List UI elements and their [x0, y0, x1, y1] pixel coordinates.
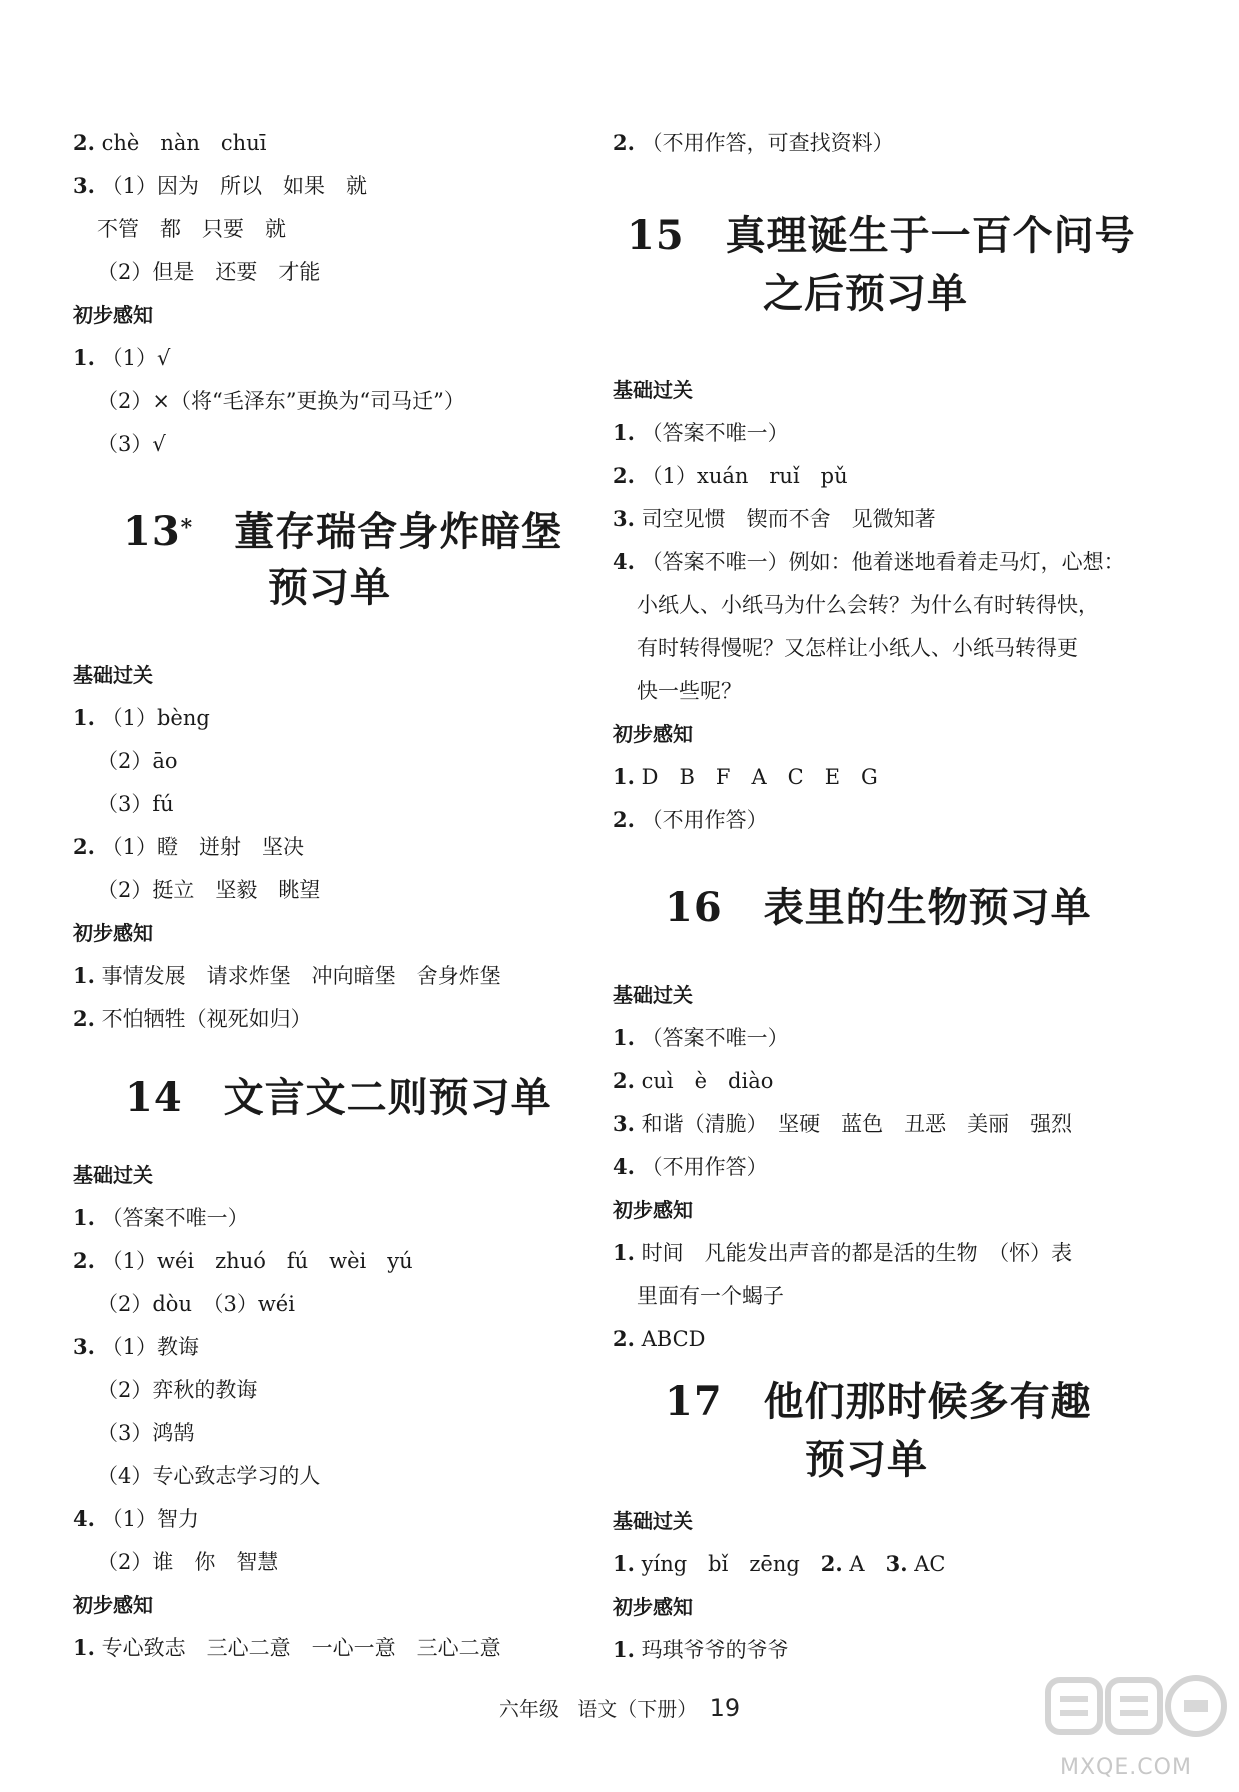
answer-line: 2. （不用作答） — [613, 807, 768, 832]
answer-line: （2）挺立 坚毅 眺望 — [97, 878, 321, 902]
subsection-heading: 初步感知 — [613, 1198, 693, 1222]
answer-line: 3. （1）教诲 — [73, 1334, 199, 1359]
section-title-17: 17 他们那时候多有趣 — [665, 1378, 1092, 1425]
answer-line: 1. 时间 凡能发出声音的都是活的生物 （怀）表 — [613, 1240, 1073, 1265]
subsection-heading: 基础过关 — [613, 378, 693, 402]
section-title-13: 13* 董存瑞舍身炸暗堡 — [123, 508, 563, 555]
subsection-heading: 基础过关 — [73, 1163, 153, 1187]
answer-line: （2）但是 还要 才能 — [97, 260, 321, 284]
answer-line: 1. （1）bèng — [73, 705, 210, 730]
answer-line: 不管 都 只要 就 — [97, 217, 286, 241]
answer-line: 1. （答案不唯一） — [613, 1025, 789, 1050]
answer-line: 2. ABCD — [613, 1326, 706, 1351]
answer-line: 2. chè nàn chuī — [73, 130, 267, 155]
answer-line: 3. （1）因为 所以 如果 就 — [73, 173, 367, 198]
answer-line: 3. 司空见惯 锲而不舍 见微知著 — [613, 506, 936, 531]
answer-line: 1. （1）√ — [73, 345, 171, 370]
answer-line: 2. （不用作答，可查找资料） — [613, 130, 894, 155]
page-number: 19 — [709, 1694, 741, 1722]
subsection-heading: 初步感知 — [613, 1595, 693, 1619]
answer-line: （3）√ — [97, 432, 166, 456]
subsection-heading: 初步感知 — [73, 921, 153, 945]
answer-line: （4）专心致志学习的人 — [97, 1464, 321, 1488]
answer-line: （2）āo — [97, 749, 178, 773]
answer-line: 2. （1）xuán ruǐ pǔ — [613, 463, 848, 488]
section-title-15: 15 真理诞生于一百个问号 — [627, 212, 1136, 259]
answer-line: 1. D B F A C E G — [613, 764, 878, 789]
answer-line: 1. 事情发展 请求炸堡 冲向暗堡 舍身炸堡 — [73, 963, 501, 988]
answer-line: 2. （1）wéi zhuó fú wèi yú — [73, 1248, 413, 1273]
answer-line: 2. 不怕牺牲（视死如归） — [73, 1006, 312, 1031]
answer-line: 1. （答案不唯一） — [613, 420, 789, 445]
subsection-heading: 初步感知 — [73, 303, 153, 327]
answer-line: 1. （答案不唯一） — [73, 1205, 249, 1230]
answer-line: （2）dòu （3）wéi — [97, 1292, 295, 1316]
section-title-17-line2: 预习单 — [805, 1436, 928, 1483]
answer-line: 1. 玛琪爷爷的爷爷 — [613, 1637, 789, 1662]
answer-line: 里面有一个蝎子 — [637, 1284, 784, 1308]
answer-line: （2）×（将“毛泽东”更换为“司马迁”） — [97, 389, 465, 413]
answer-line: 1. 专心致志 三心二意 一心一意 三心二意 — [73, 1635, 501, 1660]
footer-grade: 六年级 — [498, 1697, 559, 1721]
subsection-heading: 基础过关 — [73, 663, 153, 687]
section-title-14: 14 文言文二则预习单 — [125, 1074, 552, 1121]
section-title-13-line2: 预习单 — [268, 564, 391, 611]
subsection-heading: 初步感知 — [613, 722, 693, 746]
answer-line: 4. （1）智力 — [73, 1506, 199, 1531]
answer-line: 有时转得慢呢？又怎样让小纸人、小纸马转得更 — [637, 636, 1078, 660]
answer-line: 4. （不用作答） — [613, 1154, 768, 1179]
answer-line: 快一些呢？ — [637, 679, 742, 703]
answer-line: 4. （答案不唯一）例如：他着迷地看着走马灯，心想： — [613, 549, 1125, 574]
answer-line: （3）鸿鹄 — [97, 1421, 195, 1445]
answer-line: 2. cuì è diào — [613, 1068, 774, 1093]
answer-line: （2）弈秋的教诲 — [97, 1378, 258, 1402]
watermark-site: MXQE.COM — [1060, 1755, 1192, 1780]
section-title-15-line2: 之后预习单 — [763, 270, 968, 317]
footer-subject: 语文（下册） — [577, 1697, 698, 1721]
answer-line: （3）fú — [97, 792, 174, 816]
answer-line: 2. （1）瞪 迸射 坚决 — [73, 834, 304, 859]
subsection-heading: 初步感知 — [73, 1593, 153, 1617]
answer-line: 小纸人、小纸马为什么会转？为什么有时转得快， — [637, 593, 1099, 617]
answer-line: 1. yíng bǐ zēng 2. A 3. AC — [613, 1551, 946, 1576]
answer-line: 3. 和谐（清脆） 坚硬 蓝色 丑恶 美丽 强烈 — [613, 1111, 1073, 1136]
subsection-heading: 基础过关 — [613, 1509, 693, 1533]
section-title-16: 16 表里的生物预习单 — [665, 884, 1092, 931]
answer-line: （2）谁 你 智慧 — [97, 1550, 279, 1574]
subsection-heading: 基础过关 — [613, 983, 693, 1007]
